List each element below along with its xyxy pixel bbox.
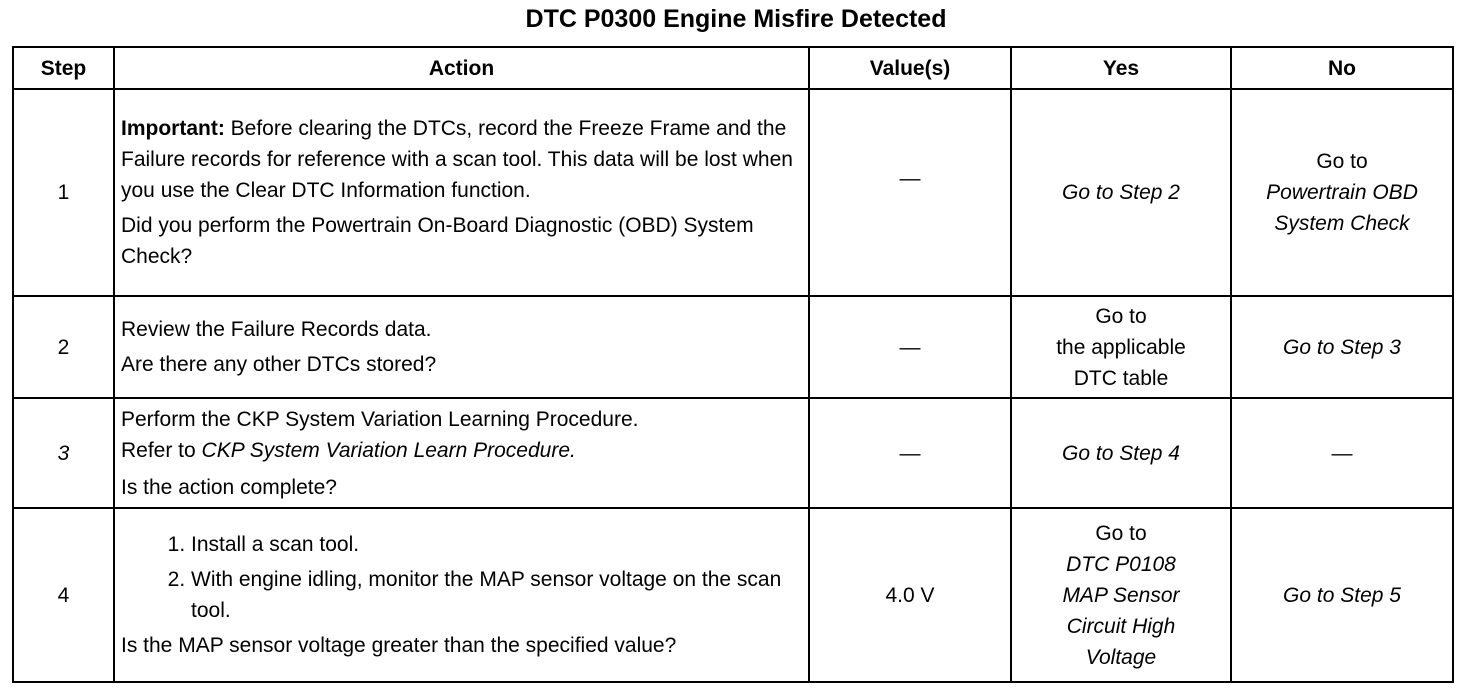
- yes-link-part4[interactable]: Voltage: [1085, 645, 1157, 669]
- action-refer: [121, 435, 802, 466]
- action-question: Are there any other DTCs stored?: [121, 353, 437, 376]
- list-item: 2. With engine idling, monitor the MAP sensor voltage on the scan tool.: [191, 564, 802, 626]
- no-link[interactable]: Go to Step 5: [1283, 583, 1401, 607]
- action-cell: [114, 296, 809, 398]
- action-instruction: Perform the CKP System Variation Learning Procedure.: [121, 407, 639, 431]
- page-title: DTC P0300 Engine Misfire Detected: [525, 5, 947, 33]
- value-text: 4.0 V: [885, 583, 935, 607]
- action-cell: [114, 398, 809, 508]
- table-row: [13, 296, 1453, 398]
- yes-cell: [1011, 89, 1231, 296]
- no-link-line2[interactable]: System Check: [1274, 212, 1410, 235]
- table-row: [13, 89, 1453, 296]
- diagnostic-table: [12, 46, 1454, 683]
- header-yes: Yes: [1011, 47, 1231, 89]
- list-item: 1. Install a scan tool.: [191, 529, 802, 560]
- no-cell: [1231, 89, 1453, 296]
- yes-line1: Go to: [1095, 304, 1147, 328]
- table-row: [13, 398, 1453, 508]
- value-cell: [809, 89, 1011, 296]
- action-question: Is the action complete?: [121, 475, 337, 499]
- value-cell: [809, 508, 1011, 682]
- refer-prefix: Refer to: [121, 438, 202, 462]
- table-row: [13, 508, 1453, 682]
- important-text: Before clearing the DTCs, record the Freeze Frame and the Failure records for reference with a scan tool. This data will be lost when you use the Clear DTC Information function.: [121, 117, 793, 202]
- value-cell: [809, 398, 1011, 508]
- yes-link-part3[interactable]: Circuit High: [1066, 614, 1176, 638]
- value-dash: —: [899, 335, 921, 359]
- no-link-line1[interactable]: Powertrain OBD: [1266, 181, 1418, 204]
- value-cell: [809, 296, 1011, 398]
- header-values: Value(s): [809, 47, 1011, 89]
- yes-link-part1[interactable]: DTC P0108: [1066, 552, 1176, 576]
- yes-link[interactable]: Go to Step 4: [1062, 441, 1180, 465]
- no-goto-label: Go to: [1316, 150, 1368, 173]
- refer-link[interactable]: CKP System Variation Learn Procedure.: [201, 438, 576, 462]
- action-instruction: Review the Failure Records data.: [121, 318, 432, 341]
- no-cell: [1231, 508, 1453, 682]
- important-note: [121, 113, 802, 206]
- important-label: Important:: [121, 117, 225, 140]
- header-action: Action: [114, 47, 809, 89]
- yes-line2: the applicable: [1056, 335, 1186, 359]
- no-dash: —: [1331, 441, 1353, 465]
- yes-cell: [1011, 296, 1231, 398]
- no-link[interactable]: Go to Step 3: [1283, 335, 1401, 359]
- table-header-row: [13, 47, 1453, 89]
- step-number: 1: [13, 89, 114, 296]
- header-step: Step: [13, 47, 114, 89]
- yes-link-part2[interactable]: MAP Sensor: [1062, 583, 1180, 607]
- step-number: 4: [13, 508, 114, 682]
- no-cell: [1231, 296, 1453, 398]
- yes-cell: [1011, 508, 1231, 682]
- no-cell: [1231, 398, 1453, 508]
- action-step-list: [121, 529, 802, 626]
- step-number: 2: [13, 296, 114, 398]
- yes-link[interactable]: Go to Step 2: [1062, 181, 1180, 204]
- action-question: Did you perform the Powertrain On-Board Diagnostic (OBD) System Check?: [121, 214, 754, 268]
- value-dash: —: [899, 167, 921, 190]
- yes-line1: [1018, 518, 1224, 580]
- yes-cell: [1011, 398, 1231, 508]
- action-cell: [114, 89, 809, 296]
- step-number: 3: [13, 398, 114, 508]
- yes-line3: DTC table: [1073, 366, 1169, 390]
- value-dash: —: [899, 441, 921, 465]
- action-cell: [114, 508, 809, 682]
- yes-prefix: Go to: [1095, 521, 1147, 545]
- action-question: Is the MAP sensor voltage greater than the specified value?: [121, 634, 677, 657]
- header-no: No: [1231, 47, 1453, 89]
